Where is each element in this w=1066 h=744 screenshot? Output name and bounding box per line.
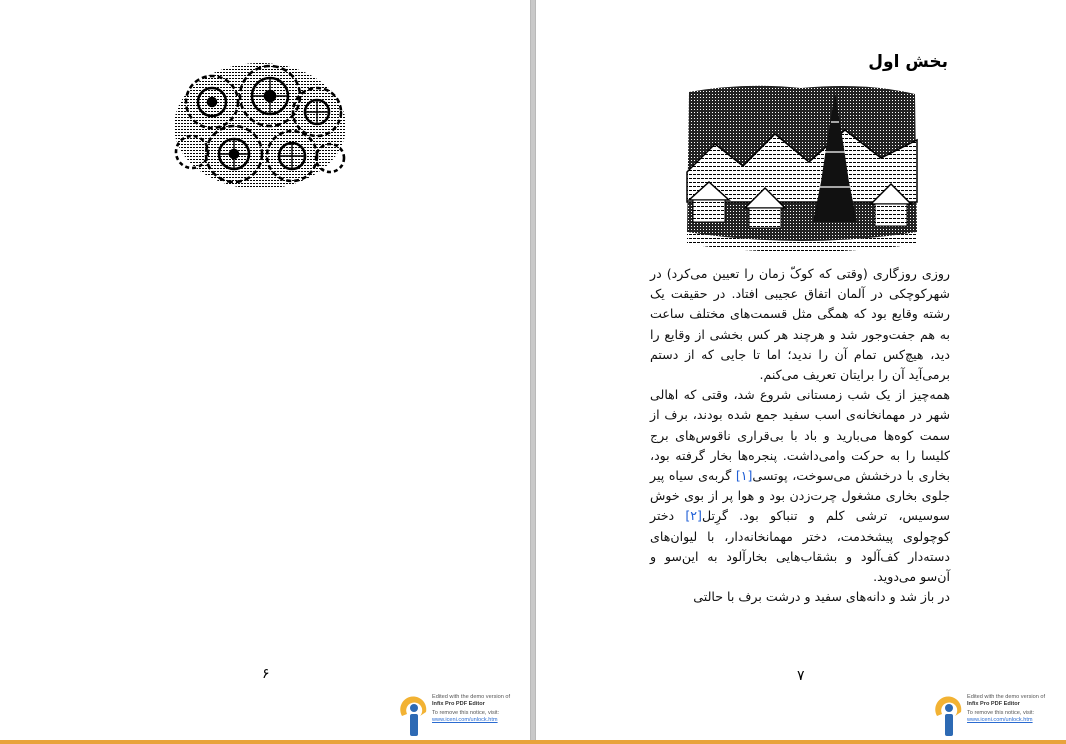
page-number: ۷	[797, 668, 805, 684]
right-page	[535, 0, 1066, 740]
paragraph-3: در باز شد و دانه‌های سفید و درشت برف با حالتی	[693, 589, 950, 605]
watermark-line2: Infix Pro PDF Editor	[967, 700, 1020, 707]
left-page	[0, 0, 531, 740]
paragraph-2: همه‌چیز از یک شب زمستانی شروع شد، وقتی که اهالی شهر در مهمانخانه‌ی اسب سفید جمع شده بودند، برف از سمت کوه‌ها می‌بارید و باد با بی‌قراری ناقوس‌های برج کلیسا را به حرکت وامی‌داشت. پنجره‌ها بخار گرفته بود، بخاری با درخشش می‌سوخت، پوتسی[۱] گربه‌ی سیاه پیر جلوی بخاری مشغول چرت‌زدن بود و هوا پر از بوی خوش سوسیس، ترشی کلم و تنباکو بود. گرِتل[۲] دختر کوچولوی پیشخدمت، دختر مهمانخانه‌دار، با لیوان‌های دسته‌دار کف‌آلود و بشقاب‌هایی بخارآلود به این‌سو و آن‌سو می‌دوید.	[650, 387, 950, 585]
infix-logo-icon	[398, 692, 428, 738]
watermark-link[interactable]: www.iceni.com/unlock.htm	[967, 716, 1033, 723]
watermark-notice	[933, 692, 1063, 738]
chapter-heading: بخش اول	[868, 52, 948, 72]
infix-logo-icon	[933, 692, 963, 738]
footnote-link-2[interactable]: [۲]	[685, 508, 702, 524]
paragraph-1: روزی روزگاری (وقتی که کوکّ زمان را تعیین می‌کرد) در شهرکوچکی در آلمان اتفاق عجیبی افتاد. در حقیقت یک رشته وقایع بود که همگی مثل قسمت‌های مختلف ساعت به هم جفت‌وجور شد و هرچند هر کس بخشی از وقایع را دید، هیچ‌کس تمام آن را ندید؛ اما تا جایی که از دستم برمی‌آید آن را برایتان تعریف می‌کنم.	[650, 266, 950, 383]
snowy-village-illustration	[685, 82, 918, 260]
watermark-line3: To remove this notice, visit:	[967, 710, 1035, 717]
watermark-line1: Edited with the demo version of	[432, 694, 511, 700]
page-number: ۶	[262, 666, 270, 682]
watermark-link[interactable]: www.iceni.com/unlock.htm	[432, 716, 498, 723]
watermark-line2: Infix Pro PDF Editor	[432, 700, 485, 707]
chapter-body	[650, 264, 950, 607]
clockwork-gears-illustration	[172, 60, 348, 192]
watermark-line1: Edited with the demo version of	[967, 694, 1046, 700]
viewer-bottom-bar	[0, 740, 1066, 744]
watermark-line3: To remove this notice, visit:	[432, 710, 500, 717]
footnote-link-1[interactable]: [۱]	[735, 468, 753, 484]
watermark-notice	[398, 692, 528, 738]
